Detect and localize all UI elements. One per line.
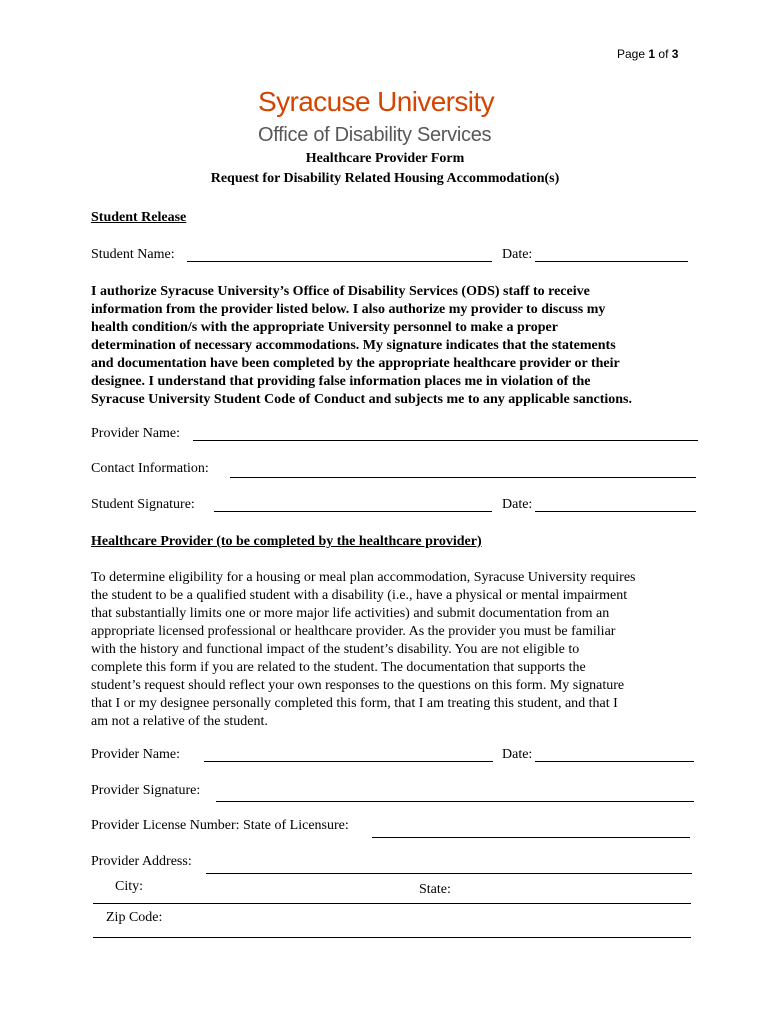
provider-signature-field[interactable] [216, 801, 694, 802]
form-subtitle: Request for Disability Related Housing Accommodation(s) [210, 171, 560, 186]
hp-provider-name-field[interactable] [204, 761, 493, 762]
intro-line: that substantially limits one or more major life activities) and submit documentation from an [91, 606, 610, 621]
date-label: Date: [502, 247, 533, 262]
authorization-line: Syracuse University Student Code of Conduct and subjects me to any applicable sanctions. [91, 392, 632, 407]
intro-line: appropriate licensed professional or healthcare provider. As the provider you must be familiar [91, 624, 616, 639]
intro-line: am not a relative of the student. [91, 714, 268, 729]
page-of: of [658, 47, 669, 61]
student-name-label: Student Name: [91, 247, 175, 262]
office-logo-text: Office of Disability Services [258, 124, 492, 146]
hp-provider-name-label: Provider Name: [91, 747, 181, 762]
university-logo-text: Syracuse University [258, 86, 495, 117]
signature-date-field[interactable] [535, 511, 696, 512]
zip-code-field[interactable] [93, 937, 691, 938]
student-signature-field[interactable] [214, 511, 492, 512]
zip-code-label: Zip Code: [106, 910, 163, 925]
intro-line: To determine eligibility for a housing or meal plan accommodation, Syracuse University requires [91, 570, 636, 585]
provider-name-field[interactable] [193, 440, 698, 441]
student-name-field[interactable] [187, 261, 492, 262]
provider-name-label: Provider Name: [91, 426, 181, 441]
provider-signature-label: Provider Signature: [91, 783, 201, 798]
form-title: Healthcare Provider Form [305, 151, 465, 166]
page-current: 1 [648, 47, 656, 61]
healthcare-provider-heading: Healthcare Provider (to be completed by the healthcare provider) [91, 534, 482, 549]
hp-date-field[interactable] [535, 761, 694, 762]
date-field[interactable] [535, 261, 688, 262]
contact-information-label: Contact Information: [91, 461, 209, 476]
authorization-line: I authorize Syracuse University’s Office of Disability Services (ODS) staff to receive [91, 284, 590, 299]
authorization-line: determination of necessary accommodations. My signature indicates that the statements [91, 338, 616, 353]
intro-line: student’s request should reflect your own responses to the questions on this form. My signature [91, 678, 625, 693]
page-total: 3 [671, 47, 679, 61]
authorization-line: health condition/s with the appropriate University personnel to make a proper [91, 320, 558, 335]
state-label: State: [419, 882, 451, 897]
intro-line: with the history and functional impact of the student’s disability. You are not eligible to [91, 642, 580, 657]
provider-address-label: Provider Address: [91, 854, 192, 869]
authorization-line: information from the provider listed below. I also authorize my provider to discuss my [91, 302, 606, 317]
authorization-paragraph [91, 283, 632, 409]
page-number [617, 47, 678, 61]
intro-line: the student to be a qualified student with a disability (i.e., have a physical or mental impairment [91, 588, 628, 603]
page-label: Page [617, 47, 646, 61]
provider-intro-paragraph [91, 569, 635, 731]
intro-line: complete this form if you are related to the student. The documentation that supports the [91, 660, 586, 675]
signature-date-label: Date: [502, 497, 533, 512]
city-label: City: [115, 879, 144, 894]
city-state-field[interactable] [93, 903, 691, 904]
contact-information-field[interactable] [230, 477, 696, 478]
license-label: Provider License Number: State of Licensure: [91, 818, 349, 833]
student-signature-label: Student Signature: [91, 497, 195, 512]
license-field[interactable] [372, 837, 690, 838]
hp-date-label: Date: [502, 747, 533, 762]
authorization-line: designee. I understand that providing false information places me in violation of the [91, 374, 591, 389]
authorization-line: and documentation have been completed by the appropriate healthcare provider or their [91, 356, 620, 371]
provider-address-field[interactable] [206, 873, 692, 874]
intro-line: that I or my designee personally completed this form, that I am treating this student, and that I [91, 696, 618, 711]
student-release-heading: Student Release [91, 210, 187, 225]
